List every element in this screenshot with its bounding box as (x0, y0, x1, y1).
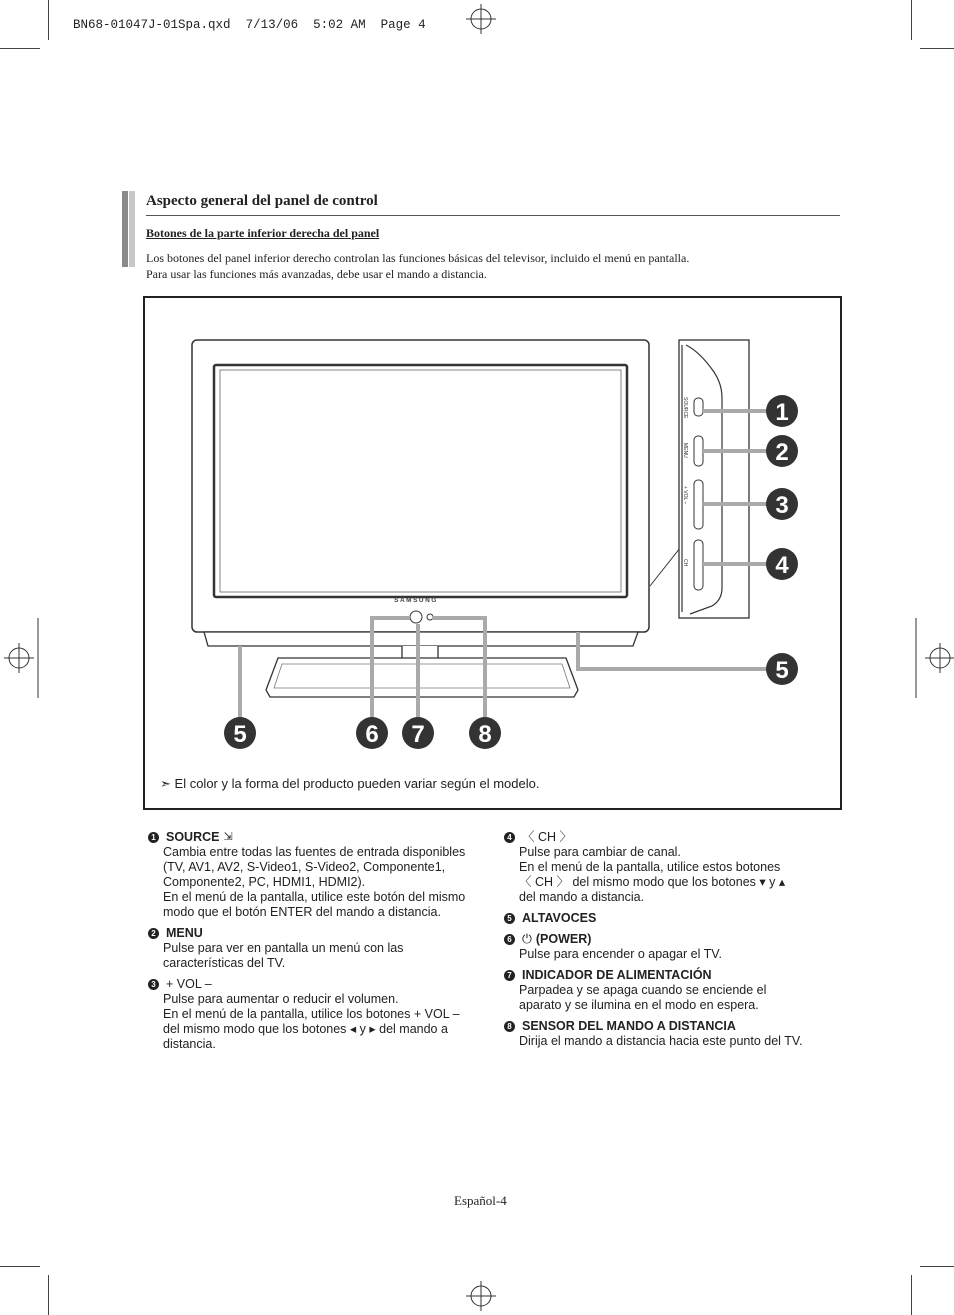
item-title: (POWER) (535, 932, 592, 946)
item-text-line: Pulse para encender o apagar el TV. (519, 947, 722, 961)
item-remote-sensor (504, 1019, 844, 1049)
item-title: 〈 CH 〉 (522, 830, 573, 844)
item-number: 7 (504, 970, 515, 981)
intro-line-2: Para usar las funciones más avanzadas, debe usar el mando a distancia. (146, 267, 487, 281)
item-source (148, 830, 498, 920)
item-text-line: del mismo modo que los botones ◂ y ▸ del mando a (163, 1022, 448, 1036)
power-icon: ⏻ (522, 932, 532, 946)
side-label-menu: MENU (682, 443, 688, 458)
item-power (504, 932, 844, 962)
callout-4: 4 (775, 552, 789, 579)
callout-1: 1 (775, 399, 789, 426)
item-number: 5 (504, 913, 515, 924)
power-button-diagram (410, 611, 422, 623)
item-menu (148, 926, 498, 971)
slug-page: Page 4 (380, 18, 426, 32)
slug-date: 7/13/06 (245, 18, 299, 32)
item-text-line: Pulse para aumentar o reducir el volumen. (163, 992, 399, 1006)
item-text-line: (TV, AV1, AV2, S-Video1, S-Video2, Componente1, (163, 860, 446, 874)
item-title: ALTAVOCES (522, 911, 597, 925)
diagram-note (160, 776, 539, 792)
callout-2: 2 (775, 439, 789, 466)
items-right-column (504, 830, 844, 1055)
brand-logo: SAMSUNG (394, 597, 438, 604)
tv-screen (214, 365, 627, 597)
item-text-line: Parpadea y se apaga cuando se enciende el (519, 983, 767, 997)
callout-3: 3 (775, 492, 789, 519)
item-channel (504, 830, 844, 905)
side-panel (679, 340, 749, 618)
item-text-line: Componente2, PC, HDMI1, HDMI2). (163, 875, 366, 889)
item-text-line: modo que el botón ENTER del mando a distancia. (163, 905, 441, 919)
item-number: 8 (504, 1021, 515, 1032)
item-text-line: distancia. (163, 1037, 216, 1051)
item-title: SENSOR DEL MANDO A DISTANCIA (522, 1019, 736, 1033)
item-title: INDICADOR DE ALIMENTACIÓN (522, 968, 712, 982)
item-text-line: aparato y se ilumina en el modo en espera. (519, 998, 759, 1012)
callout-5-right: 5 (775, 657, 789, 684)
item-text-line: En el menú de la pantalla, utilice este botón del mismo (163, 890, 466, 904)
slug-filename: BN68-01047J-01Spa.qxd (73, 18, 231, 32)
intro-line-1: Los botones del panel inferior derecho controlan las funciones básicas del televisor, incluido el menú en pantalla. (146, 251, 690, 265)
section-title: Aspecto general del panel de control (146, 193, 378, 209)
item-number: 3 (148, 979, 159, 990)
item-text-line: 〈 CH 〉 del mismo modo que los botones ▾ y ▴ (519, 875, 786, 889)
items-left-column (148, 830, 498, 1058)
section-subtitle: Botones de la parte inferior derecha del panel (146, 226, 380, 240)
speaker-bar (204, 632, 638, 646)
note-text: El color y la forma del producto pueden variar según el modelo. (174, 776, 540, 791)
note-arrow-icon: ➣ (160, 776, 171, 791)
side-label-source: SOURCE (682, 397, 688, 419)
item-number: 4 (504, 832, 515, 843)
side-label-ch: CH (682, 559, 688, 567)
source-icon: ⇲ (223, 831, 233, 843)
callout-5-left: 5 (233, 721, 247, 748)
item-volume (148, 977, 498, 1052)
callout-8: 8 (478, 721, 492, 748)
item-number: 6 (504, 934, 515, 945)
item-title: MENU (166, 926, 203, 940)
item-text-line: Cambia entre todas las fuentes de entrada disponibles (163, 845, 466, 859)
side-label-vol: + VOL – (682, 486, 688, 505)
item-text-line: Pulse para ver en pantalla un menú con las (163, 941, 404, 955)
slug-time: 5:02 AM (313, 18, 366, 32)
item-text-line: En el menú de la pantalla, utilice estos botones (519, 860, 781, 874)
item-number: 1 (148, 832, 159, 843)
item-speakers (504, 911, 844, 926)
item-text-line: En el menú de la pantalla, utilice los botones + VOL – (163, 1007, 460, 1021)
item-title: + VOL – (166, 977, 212, 991)
item-text-line: Pulse para cambiar de canal. (519, 845, 681, 859)
item-text-line: del mando a distancia. (519, 890, 645, 904)
page-number: Español-4 (454, 1193, 507, 1208)
item-title: SOURCE (166, 830, 220, 844)
callout-6: 6 (365, 721, 379, 748)
item-number: 2 (148, 928, 159, 939)
item-text-line: características del TV. (163, 956, 286, 970)
item-text-line: Dirija el mando a distancia hacia este punto del TV. (519, 1034, 803, 1048)
item-power-indicator (504, 968, 844, 1013)
callout-7: 7 (411, 721, 425, 748)
